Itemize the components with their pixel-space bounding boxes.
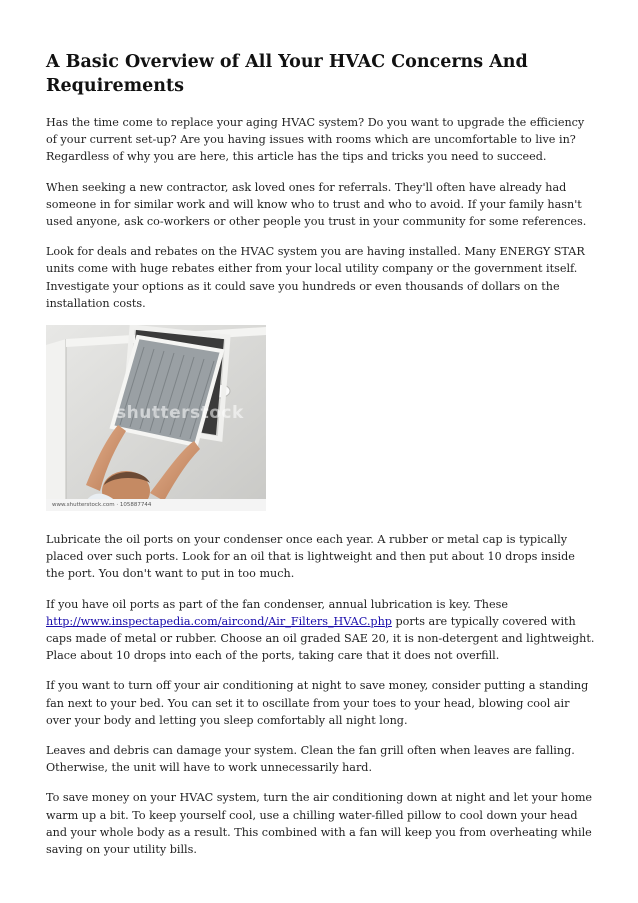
article — [46, 50, 596, 871]
watermark-text: shutterstock — [116, 403, 244, 424]
paragraph-intro: Has the time come to replace your aging HVAC system? Do you want to upgrade the efficiency of your current set-up? Are you having issues with rooms which are uncomfortable to live in? Regardless of why you are here, this article has the tips and tricks you need to succeed. — [46, 116, 585, 164]
hvac-filter-photo — [46, 325, 266, 511]
paragraph-oil-ports — [46, 596, 596, 665]
paragraph-oil-ports-text-start: If you have oil ports as part of the fan condenser, annual lubrication is key. These — [46, 597, 508, 611]
article-title: A Basic Overview of All Your HVAC Concerns And Requirements — [46, 52, 528, 96]
paragraph-rebates: Look for deals and rebates on the HVAC system you are having installed. Many ENERGY STAR units come with huge rebates either from your local utility company or the government itself. Investigate your options as it could save you hundreds or even thousands of dollars on the installation costs. — [46, 245, 585, 310]
paragraph-save-money: To save money on your HVAC system, turn the air conditioning down at night and let your home warm up a bit. To keep yourself cool, use a chilling water-filled pillow to cool down your head and your whole body as a result. This combined with a fan will keep you from overheating while saving on your utility bills. — [46, 791, 593, 857]
paragraph-oil-ports-text-end: ports are typically covered with caps made of metal or rubber. Choose an oil graded SAE 20, it is non-detergent and lightweight. Place about 10 drops into each of the ports, taking care that it does not overfill. — [46, 614, 595, 663]
paragraph-leaves: Leaves and debris can damage your system. Clean the fan grill often when leaves are falling. Otherwise, the unit will have to work unnecessarily hard. — [46, 744, 575, 775]
paragraph-lubricate: Lubricate the oil ports on your condenser once each year. A rubber or metal cap is typically placed over such ports. Look for an oil that is lightweight and then put about 10 drops inside the port. You don't want to put in too much. — [46, 533, 575, 581]
image-caption: www.shutterstock.com · 105887744 — [46, 499, 266, 511]
paragraph-contractor: When seeking a new contractor, ask loved ones for referrals. They'll often have already had someone in for similar work and will know who to trust and who to avoid. If your family hasn't used anyone, ask co-workers or other people you trust in your community for some references. — [46, 180, 587, 229]
inspectapedia-link[interactable]: http://www.inspectapedia.com/aircond/Air_Filters_HVAC.php — [46, 614, 392, 628]
paragraph-standing-fan: If you want to turn off your air conditioning at night to save money, consider putting a standing fan next to your bed. You can set it to oscillate from your toes to your head, blowing cool air over your body and letting you sleep comfortably all night long. — [46, 679, 589, 727]
